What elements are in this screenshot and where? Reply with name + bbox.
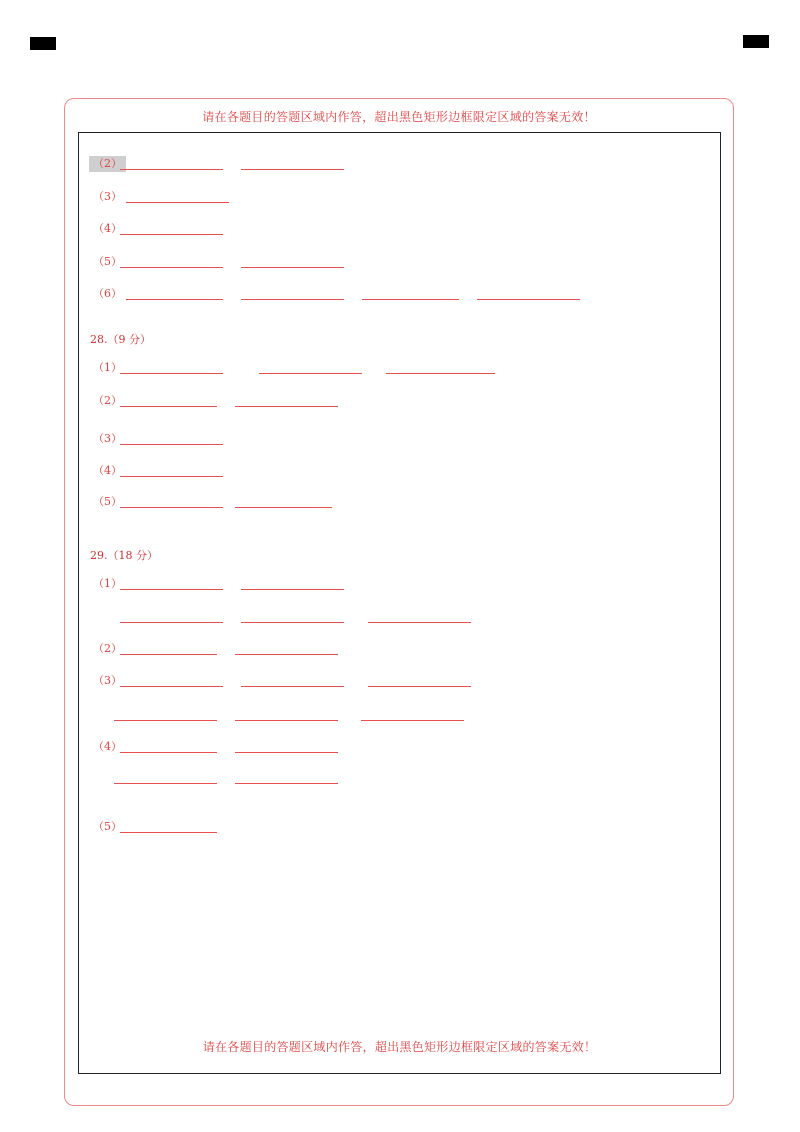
answer-blank[interactable] — [114, 720, 217, 721]
answer-blank[interactable] — [120, 752, 217, 753]
item-label: （3） — [93, 674, 122, 687]
q29-heading: 29.（18 分） — [90, 549, 158, 562]
answer-blank[interactable] — [259, 373, 362, 374]
alignment-marker-right — [743, 35, 769, 48]
answer-blank[interactable] — [120, 476, 223, 477]
answer-blank[interactable] — [120, 654, 217, 655]
answer-region-box — [78, 132, 721, 1074]
item-label: （4） — [93, 222, 122, 235]
answer-blank[interactable] — [235, 752, 338, 753]
item-label: （3） — [93, 190, 122, 203]
item-label: （1） — [93, 361, 122, 374]
answer-blank[interactable] — [120, 589, 223, 590]
answer-blank[interactable] — [368, 686, 471, 687]
answer-blank[interactable] — [235, 406, 338, 407]
item-label: （5） — [93, 255, 122, 268]
answer-blank[interactable] — [241, 622, 344, 623]
answer-blank[interactable] — [120, 267, 223, 268]
answer-blank[interactable] — [126, 202, 229, 203]
item-label: （1） — [93, 577, 122, 590]
answer-blank[interactable] — [120, 832, 217, 833]
answer-blank[interactable] — [120, 622, 223, 623]
answer-blank[interactable] — [241, 299, 344, 300]
answer-blank[interactable] — [114, 783, 217, 784]
answer-blank[interactable] — [361, 720, 464, 721]
answer-blank[interactable] — [235, 507, 332, 508]
answer-blank[interactable] — [126, 299, 223, 300]
item-label: （6） — [93, 287, 122, 300]
answer-blank[interactable] — [241, 686, 344, 687]
answer-blank[interactable] — [120, 686, 223, 687]
answer-blank[interactable] — [235, 783, 338, 784]
item-label: （5） — [93, 820, 122, 833]
bottom-notice: 请在各题目的答题区域内作答，超出黑色矩形边框限定区域的答案无效！ — [202, 1040, 597, 1054]
answer-blank[interactable] — [235, 720, 338, 721]
answer-blank[interactable] — [241, 169, 344, 170]
top-notice: 请在各题目的答题区域内作答，超出黑色矩形边框限定区域的答案无效！ — [202, 110, 596, 124]
answer-blank[interactable] — [368, 622, 471, 623]
answer-blank[interactable] — [241, 267, 344, 268]
q28-heading: 28.（9 分） — [90, 333, 151, 346]
item-label: （4） — [93, 464, 122, 477]
item-label: （2） — [93, 642, 122, 655]
item-label: （5） — [93, 495, 122, 508]
answer-blank[interactable] — [120, 373, 223, 374]
item-label: （2） — [89, 156, 126, 172]
item-label: （4） — [93, 740, 122, 753]
alignment-marker-left — [30, 37, 56, 50]
item-label: （2） — [93, 394, 122, 407]
answer-blank[interactable] — [362, 299, 459, 300]
answer-blank[interactable] — [120, 444, 223, 445]
answer-blank[interactable] — [235, 654, 338, 655]
item-label: （3） — [93, 432, 122, 445]
answer-blank[interactable] — [120, 234, 223, 235]
answer-blank[interactable] — [120, 406, 217, 407]
answer-blank[interactable] — [241, 589, 344, 590]
answer-blank[interactable] — [477, 299, 580, 300]
answer-blank[interactable] — [120, 507, 223, 508]
answer-blank[interactable] — [120, 169, 223, 170]
answer-blank[interactable] — [386, 373, 495, 374]
